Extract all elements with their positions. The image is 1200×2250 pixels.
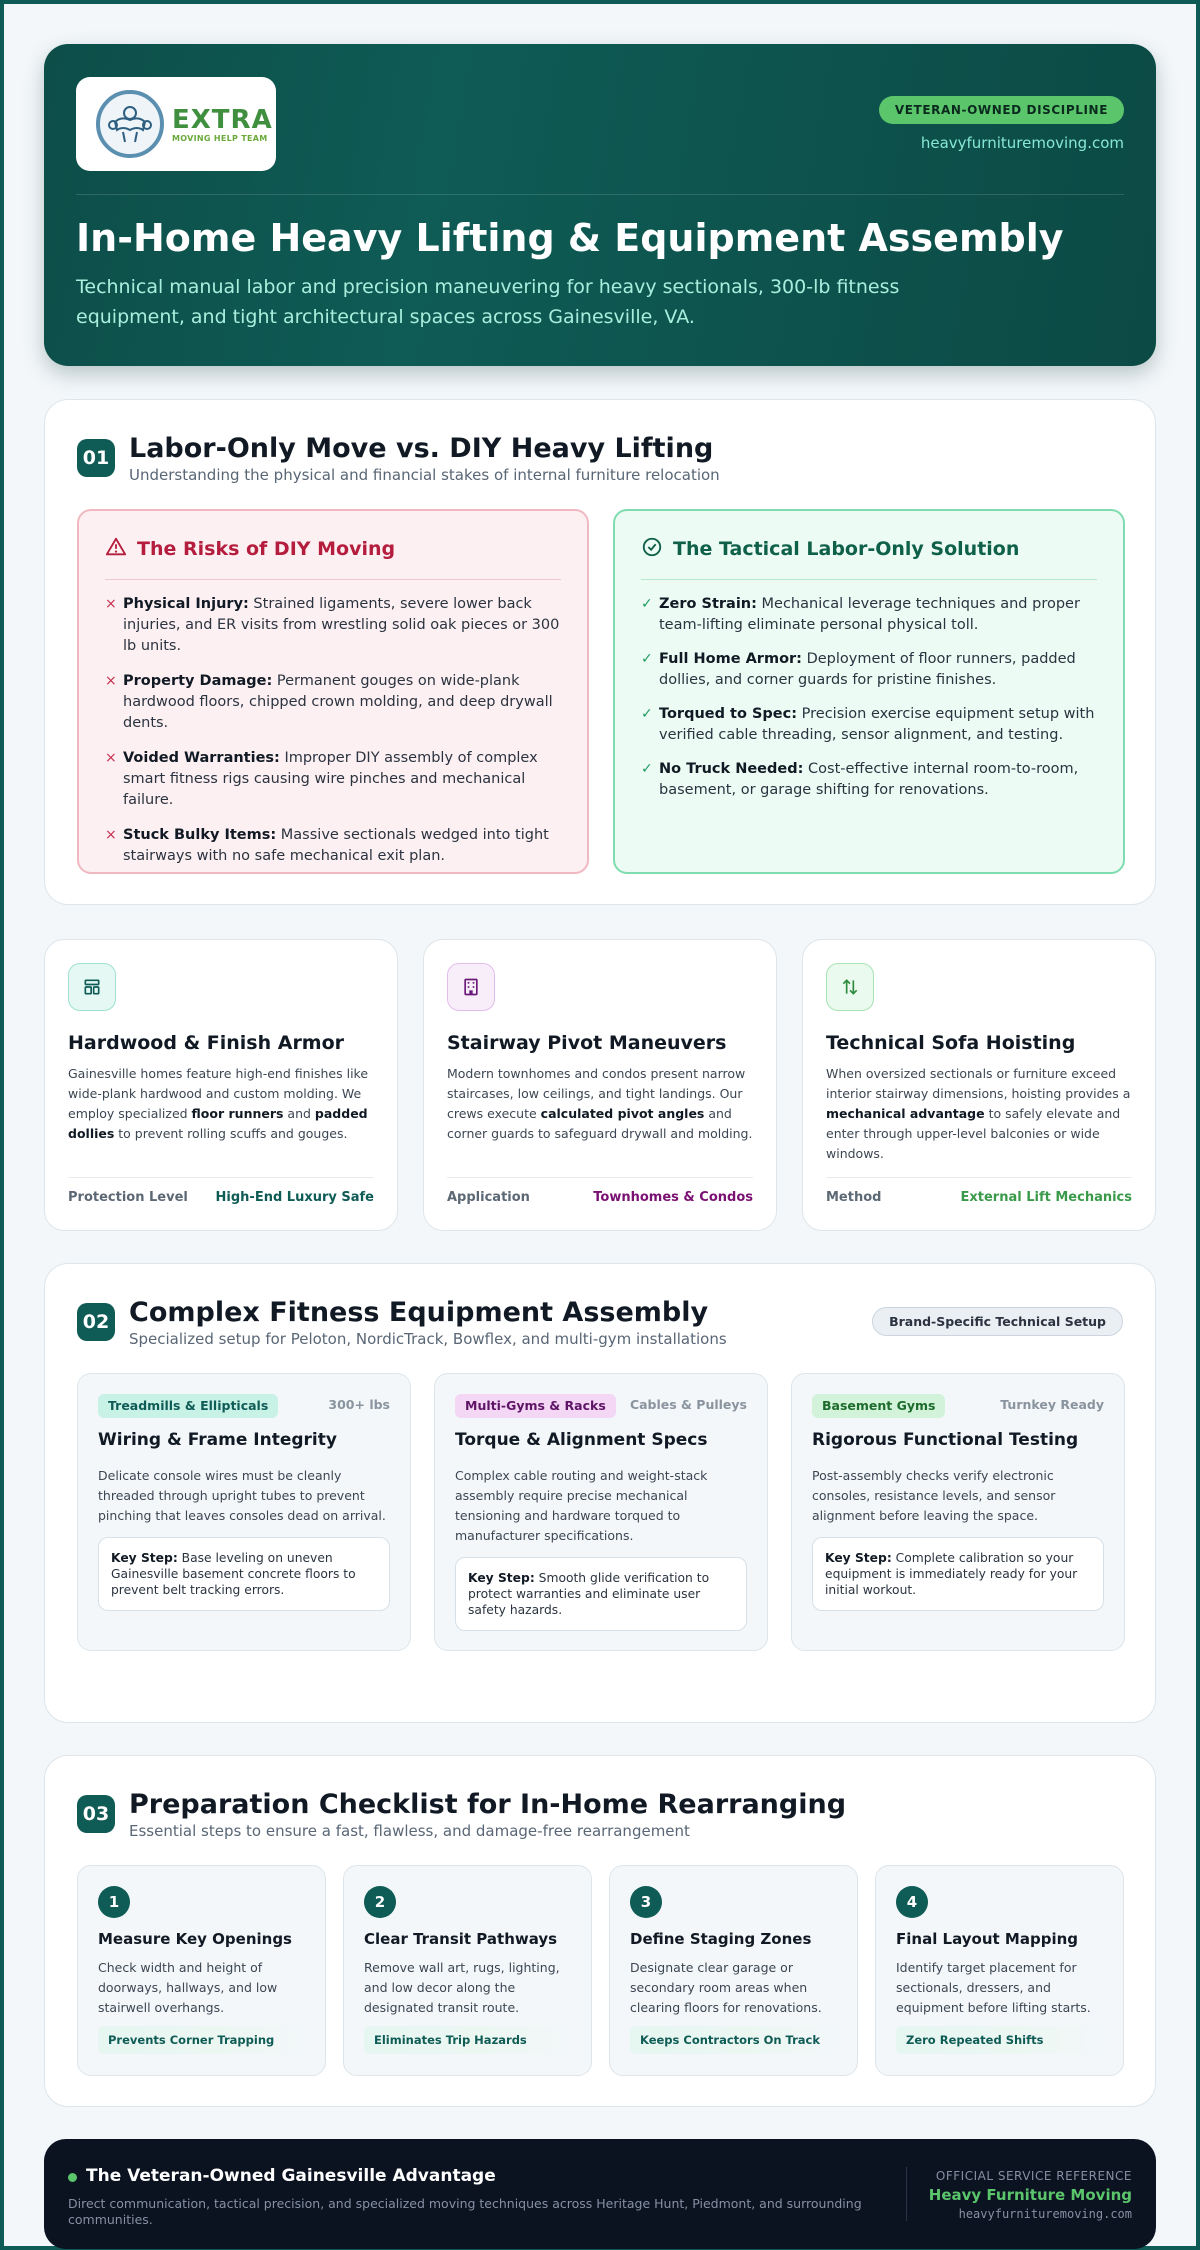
service-card-stairway (423, 939, 777, 1231)
footer (44, 2139, 1156, 2249)
category-meta: 300+ lbs (328, 1397, 390, 1412)
hero-divider (76, 194, 1124, 195)
service-key: Protection Level (68, 1190, 188, 1205)
step-title: Clear Transit Pathways (364, 1930, 558, 1948)
website-link[interactable]: heavyfurnituremoving.com (920, 134, 1124, 152)
fitness-card-description: Post-assembly checks verify electronic consoles, resistance levels, and sensor alignment before leaving the space. (812, 1468, 1056, 1523)
step-benefit-tag: Eliminates Trip Hazards (364, 2026, 573, 2054)
section-title: Labor-Only Move vs. DIY Heavy Lifting (129, 433, 714, 464)
fitness-card-basement (791, 1373, 1125, 1651)
checklist-step (343, 1865, 592, 2076)
checkmark-icon: ✓ (641, 761, 653, 777)
service-value: External Lift Mechanics (960, 1190, 1132, 1205)
solution-title: The Tactical Labor-Only Solution (673, 538, 1020, 560)
page (44, 44, 1156, 2227)
checkmark-icon: ✓ (641, 706, 653, 722)
building-icon (447, 963, 495, 1011)
footer-description: Direct communication, tactical precision, and specialized moving techniques across Heritage Hunt, Piedmont, and surrounding communities. (68, 2196, 862, 2227)
x-mark-icon: × (105, 750, 117, 766)
list-item: ✓ Zero Strain: Mechanical leverage techniques and proper team-lifting eliminate personal physical toll. (641, 594, 1097, 636)
list-item: × Voided Warranties: Improper DIY assembly of complex smart fitness rigs causing wire pinches and mechanical failure. (105, 748, 561, 811)
list-item: ✓ No Truck Needed: Cost-effective internal room-to-room, basement, or garage shifting for renovations. (641, 759, 1097, 801)
step-description: Designate clear garage or secondary room areas when clearing floors for renovations. (630, 1960, 822, 2015)
service-description: Gainesville homes feature high-end finishes like wide-plank hardwood and custom molding. We employ specialized floor runners and padded dollies to prevent rolling scuffs and gouges. (68, 1066, 369, 1141)
step-benefit-tag: Keeps Contractors On Track (630, 2026, 839, 2054)
category-pill: Basement Gyms (812, 1394, 945, 1418)
solution-list (641, 594, 1097, 801)
service-value: High-End Luxury Safe (215, 1190, 374, 1205)
category-meta: Cables & Pulleys (629, 1397, 747, 1412)
step-benefit-tag: Zero Repeated Shifts (896, 2026, 1105, 2054)
section-subtitle: Understanding the physical and financial stakes of internal furniture relocation (129, 466, 720, 484)
check-circle-icon (641, 536, 663, 562)
fitness-card-treadmills (77, 1373, 411, 1651)
x-mark-icon: × (105, 827, 117, 843)
category-pill: Multi-Gyms & Racks (455, 1394, 616, 1418)
fitness-card-multigym (434, 1373, 768, 1651)
step-description: Identify target placement for sectionals, dressers, and equipment before lifting starts. (896, 1960, 1091, 2015)
fitness-card-description: Delicate console wires must be cleanly threaded through upright tubes to prevent pinching that leaves consoles dead on arrival. (98, 1468, 386, 1523)
section-preparation-checklist (44, 1755, 1156, 2107)
list-item: ✓ Torqued to Spec: Precision exercise equipment setup with verified cable threading, sensor alignment, and testing. (641, 704, 1097, 746)
brand-logo[interactable] (76, 77, 276, 171)
list-item: × Physical Injury: Strained ligaments, severe lower back injuries, and ER visits from wrestling solid oak pieces or 300 lb units. (105, 594, 561, 657)
section-fitness-assembly (44, 1263, 1156, 1723)
step-description: Check width and height of doorways, hallways, and low stairwell overhangs. (98, 1960, 278, 2015)
checkmark-icon: ✓ (641, 651, 653, 667)
hero-header (44, 44, 1156, 366)
step-title: Final Layout Mapping (896, 1930, 1079, 1948)
footer-company-name: Heavy Furniture Moving (928, 2186, 1132, 2204)
layout-icon (68, 963, 116, 1011)
labor-solution-panel (613, 509, 1125, 874)
service-card-hardwood (44, 939, 398, 1231)
list-item: × Stuck Bulky Items: Massive sectionals wedged into tight stairways with no safe mechanical exit plan. (105, 825, 561, 867)
risks-list (105, 594, 561, 867)
section-number: 01 (77, 439, 115, 477)
service-description: When oversized sectionals or furniture exceed interior stairway dimensions, hoisting provides a mechanical advantage to safely elevate and enter through upper-level balconies or wide windows. (826, 1066, 1131, 1161)
service-card-hoisting (802, 939, 1156, 1231)
status-dot-icon (68, 2173, 77, 2182)
section-subtitle: Essential steps to ensure a fast, flawless, and damage-free rearrangement (129, 1822, 690, 1840)
footer-website-link[interactable]: heavyfurnituremoving.com (958, 2207, 1132, 2221)
x-mark-icon: × (105, 596, 117, 612)
key-step-box: Key Step: Base leveling on uneven Gainesville basement concrete floors to prevent belt tracking errors. (98, 1537, 390, 1611)
page-description: Technical manual labor and precision maneuvering for heavy sectionals, 300-lb fitness equipment, and tight architectural spaces across Gainesville, VA. (76, 276, 900, 328)
key-step-box: Key Step: Complete calibration so your equipment is immediately ready for your initial workout. (812, 1537, 1104, 1611)
step-number: 1 (98, 1886, 130, 1918)
checklist-step (77, 1865, 326, 2076)
section-labor-vs-diy (44, 399, 1156, 905)
step-number: 4 (896, 1886, 928, 1918)
checklist-step (875, 1865, 1124, 2076)
service-key: Method (826, 1190, 882, 1205)
fitness-card-description: Complex cable routing and weight-stack assembly require precise mechanical tensioning and hardware torqued to manufacturer specifications. (455, 1468, 708, 1543)
category-pill: Treadmills & Ellipticals (98, 1394, 278, 1418)
step-description: Remove wall art, rugs, lighting, and low decor along the designated transit route. (364, 1960, 560, 2015)
fitness-card-title: Wiring & Frame Integrity (98, 1430, 337, 1450)
step-title: Define Staging Zones (630, 1930, 812, 1948)
page-title: In-Home Heavy Lifting & Equipment Assembly (76, 216, 1064, 260)
key-step-box: Key Step: Smooth glide verification to protect warranties and eliminate user safety hazards. (455, 1557, 747, 1631)
list-item: ✓ Full Home Armor: Deployment of floor runners, padded dollies, and corner guards for pristine finishes. (641, 649, 1097, 691)
checkmark-icon: ✓ (641, 596, 653, 612)
section-number: 03 (77, 1795, 115, 1833)
section-title: Preparation Checklist for In-Home Rearranging (129, 1789, 847, 1820)
section-title: Complex Fitness Equipment Assembly (129, 1297, 709, 1328)
step-title: Measure Key Openings (98, 1930, 292, 1948)
service-title: Technical Sofa Hoisting (826, 1032, 1076, 1054)
footer-title: The Veteran-Owned Gainesville Advantage (86, 2166, 496, 2186)
step-number: 2 (364, 1886, 396, 1918)
footer-reference-label: OFFICIAL SERVICE REFERENCE (935, 2169, 1132, 2183)
fitness-card-title: Rigorous Functional Testing (812, 1430, 1079, 1450)
logo-wordmark: EXTRA (172, 104, 273, 135)
veteran-badge: VETERAN-OWNED DISCIPLINE (879, 96, 1124, 124)
x-mark-icon: × (105, 673, 117, 689)
diy-risks-panel (77, 509, 589, 874)
section-subtitle: Specialized setup for Peloton, NordicTrack, Bowflex, and multi-gym installations (129, 1330, 727, 1348)
strongman-logo-icon (96, 90, 164, 158)
category-meta: Turnkey Ready (1000, 1397, 1104, 1412)
section-number: 02 (77, 1303, 115, 1341)
brand-setup-tag: Brand-Specific Technical Setup (872, 1307, 1123, 1336)
logo-tagline: MOVING HELP TEAM (172, 133, 268, 143)
checklist-step (609, 1865, 858, 2076)
service-key: Application (447, 1190, 530, 1205)
service-title: Hardwood & Finish Armor (68, 1032, 345, 1054)
service-value: Townhomes & Condos (593, 1190, 753, 1205)
fitness-card-title: Torque & Alignment Specs (455, 1430, 708, 1450)
warning-icon (105, 536, 127, 562)
step-benefit-tag: Prevents Corner Trapping (98, 2026, 307, 2054)
service-title: Stairway Pivot Maneuvers (447, 1032, 727, 1054)
list-item: × Property Damage: Permanent gouges on wide-plank hardwood floors, chipped crown molding, and deep drywall dents. (105, 671, 561, 734)
step-number: 3 (630, 1886, 662, 1918)
service-description: Modern townhomes and condos present narrow staircases, low ceilings, and tight landings. Our crews execute calculated pivot angles and corner guards to safeguard drywall and molding. (447, 1066, 753, 1141)
risks-title: The Risks of DIY Moving (137, 538, 396, 560)
arrows-up-down-icon (826, 963, 874, 1011)
